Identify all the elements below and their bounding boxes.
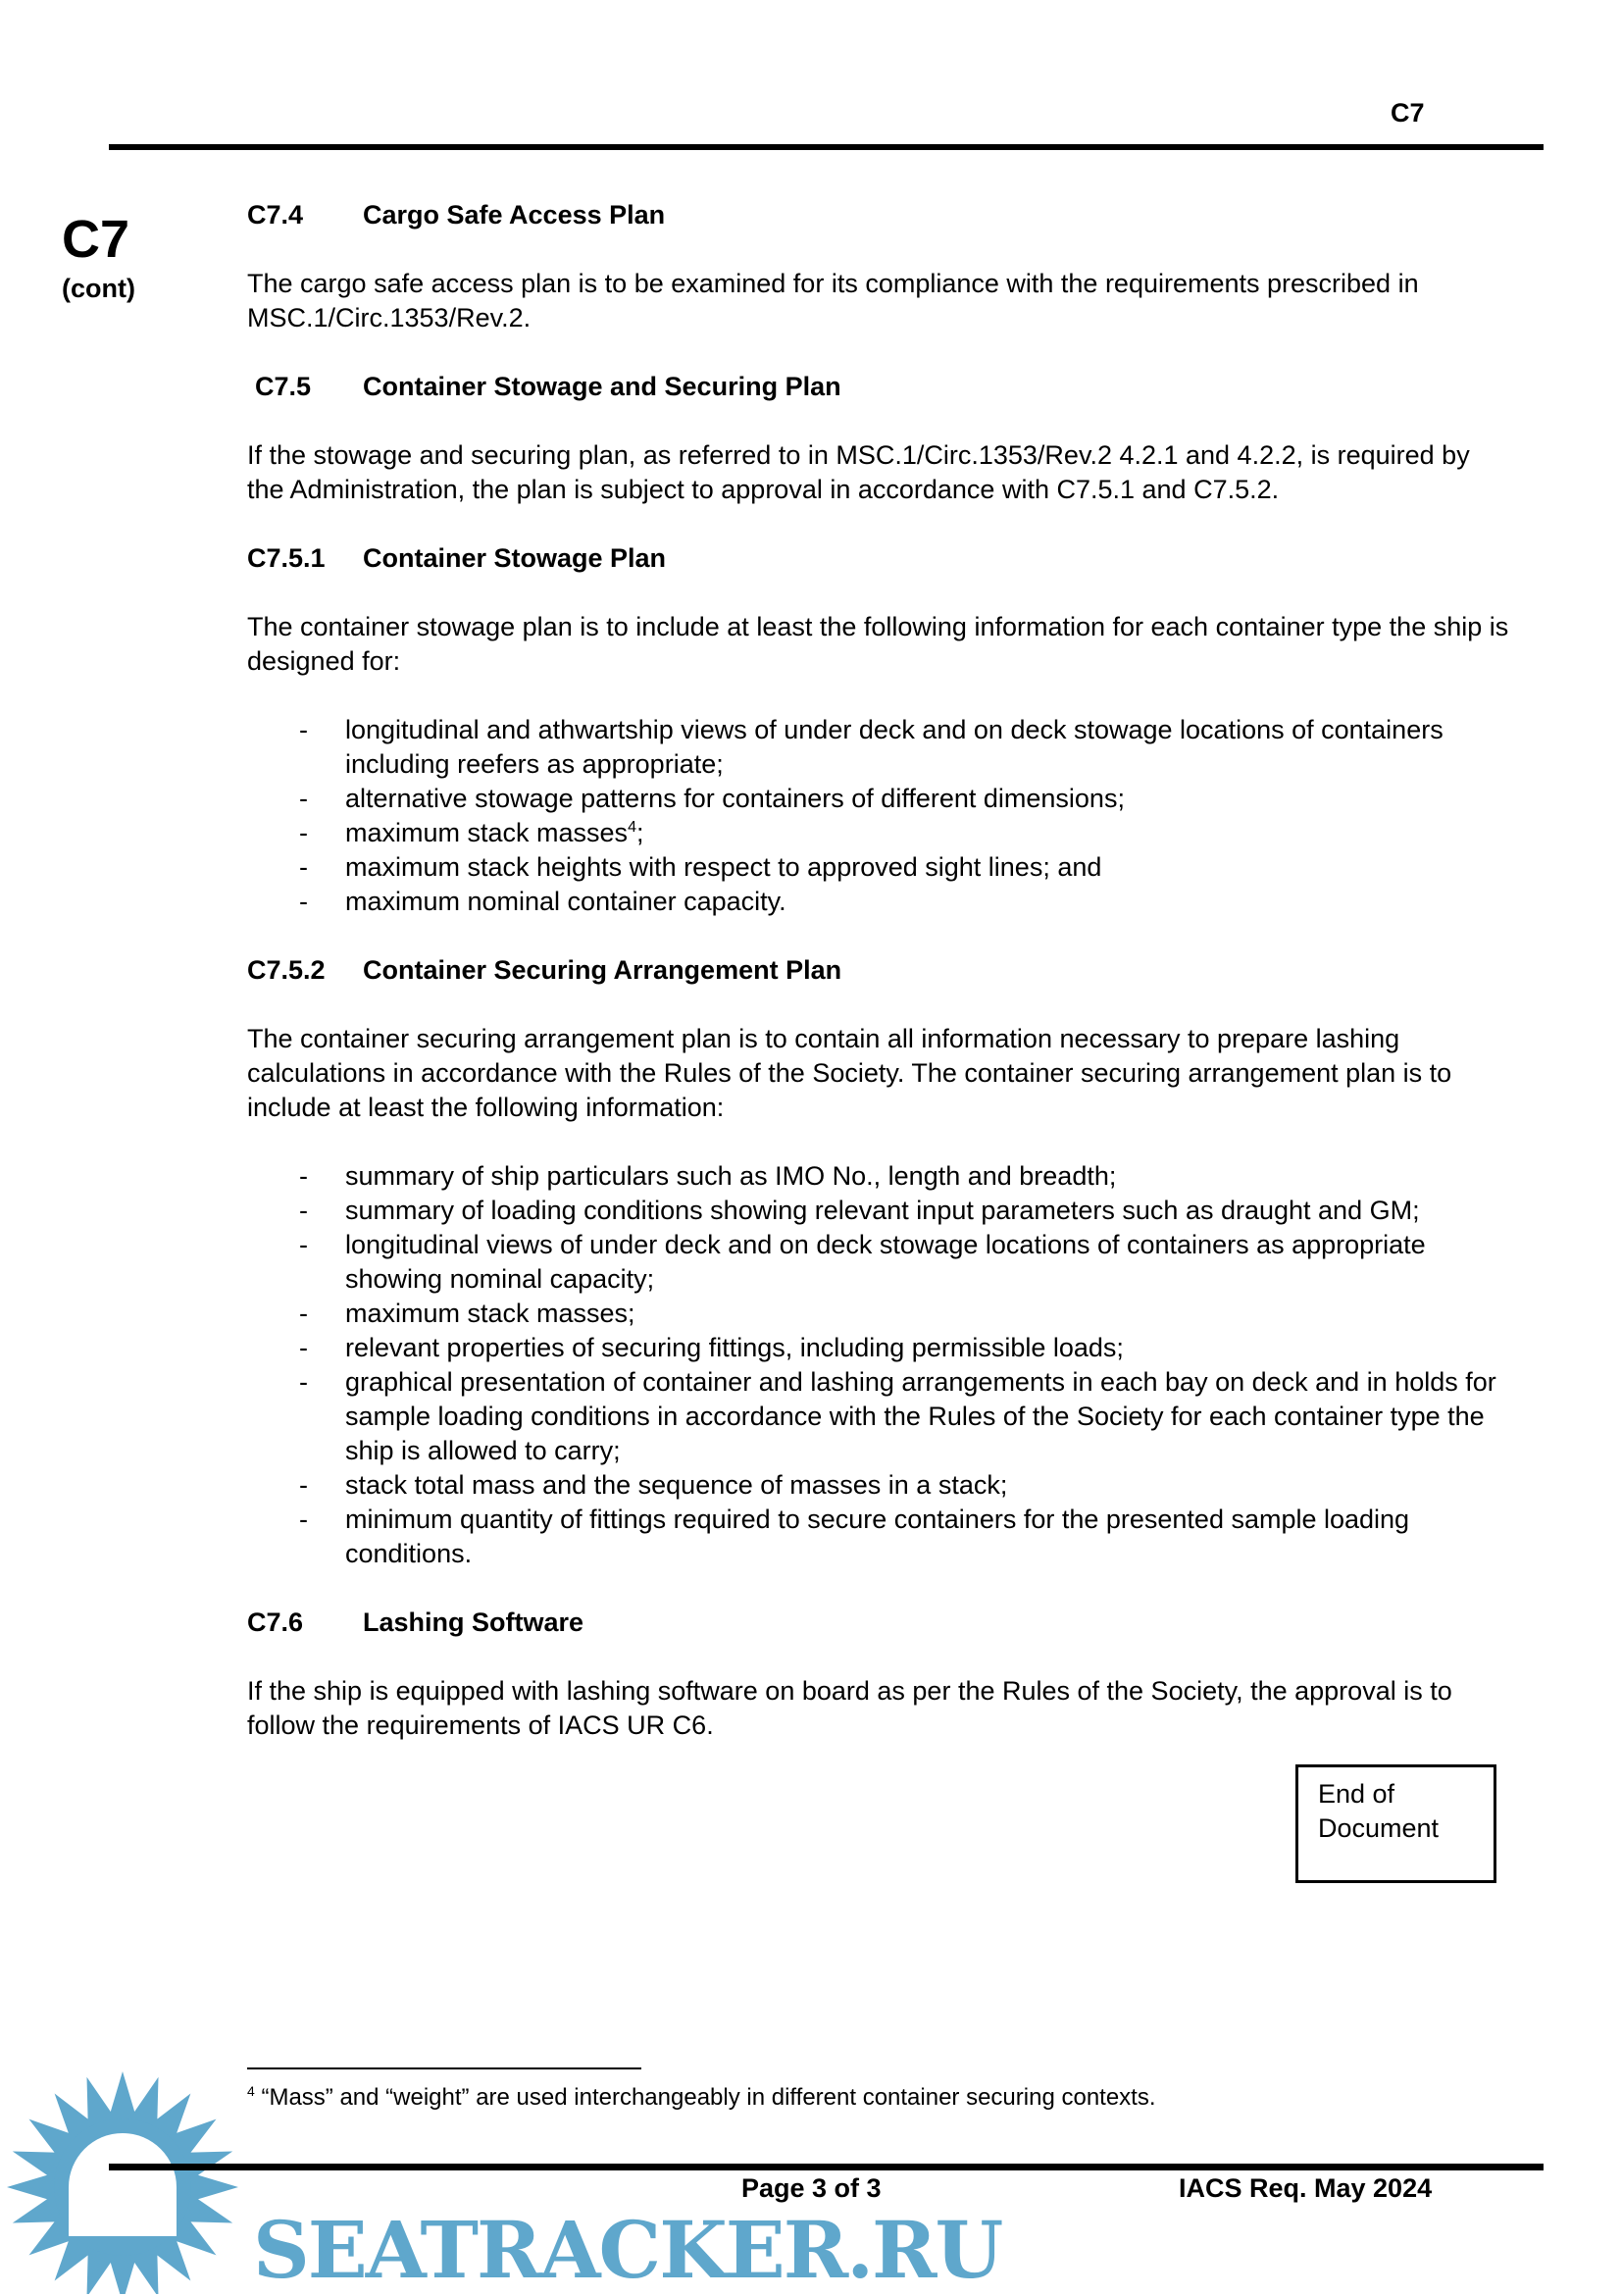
bullet-dash: -: [299, 784, 308, 813]
list-item-text: maximum stack masses;: [345, 1299, 635, 1328]
main-content: [247, 198, 1512, 1883]
list-item: [247, 1503, 1512, 1571]
list-item-text: stack total mass and the sequence of masses in a stack;: [345, 1470, 1008, 1500]
para-c7-5: If the stowage and securing plan, as referred to in MSC.1/Circ.1353/Rev.2 4.2.1 and 4.2.2, is required by the Administration, the plan is subject to approval in accordance with C7.5.1 and C7.5.2.: [247, 440, 1470, 504]
bullet-dash: -: [299, 1333, 308, 1362]
bullet-dash: -: [299, 1299, 308, 1328]
sun-logo-icon: [0, 2069, 245, 2294]
section-number: C7.6: [247, 1607, 304, 1637]
list-item: [247, 1468, 1512, 1503]
list-item-text: relevant properties of securing fittings, including permissible loads;: [345, 1333, 1124, 1362]
section-title: Container Securing Arrangement Plan: [363, 955, 842, 985]
heading-c7-6: [247, 1606, 1512, 1640]
footnote-text: “Mass” and “weight” are used interchangeably in different container securing contexts.: [261, 2084, 1156, 2111]
list-item-text: maximum stack heights with respect to approved sight lines; and: [345, 852, 1102, 882]
para-c7-4: The cargo safe access plan is to be examined for its compliance with the requirements prescribed in MSC.1/Circ.1353/Rev.2.: [247, 269, 1419, 332]
list-item: [247, 1365, 1512, 1468]
list-c7-5-2: [247, 1159, 1512, 1571]
section-number: C7.4: [247, 200, 304, 230]
list-item-text: graphical presentation of container and lashing arrangements in each bay on deck and in holds for sample loading conditions in accordance with the Rules of the Society for each container type the ship is allowed to carry;: [345, 1367, 1496, 1465]
bullet-dash: -: [299, 1367, 308, 1397]
footnote: [247, 2083, 1156, 2113]
section-title: Container Stowage Plan: [363, 543, 667, 573]
bullet-dash: -: [299, 1470, 308, 1500]
list-item: [247, 782, 1512, 816]
bullet-dash: -: [299, 1196, 308, 1225]
list-item: [247, 713, 1512, 782]
footnote-rule: [247, 2067, 641, 2069]
para-c7-6: If the ship is equipped with lashing software on board as per the Rules of the Society, the approval is to follow the requirements of IACS UR C6.: [247, 1676, 1452, 1740]
list-item: [247, 885, 1512, 919]
bullet-dash: -: [299, 715, 308, 744]
bullet-dash: -: [299, 852, 308, 882]
footer-page: Page 3 of 3: [741, 2173, 882, 2203]
list-item: [247, 1159, 1512, 1194]
list-item-text: maximum nominal container capacity.: [345, 887, 786, 916]
list-item-text: maximum stack masses: [345, 818, 629, 847]
list-item-text: summary of loading conditions showing relevant input parameters such as draught and GM;: [345, 1196, 1420, 1225]
bullet-dash: -: [299, 887, 308, 916]
header-code: C7: [1391, 98, 1425, 128]
footnote-ref: 4: [628, 819, 636, 836]
watermark: SEATRACKER.RU: [253, 2204, 1002, 2296]
list-item-text: longitudinal and athwartship views of under deck and on deck stowage locations of containers including reefers as appropriate;: [345, 715, 1444, 779]
footer-rule: [109, 2164, 1544, 2170]
side-code: C7: [62, 210, 130, 269]
heading-c7-5-2: [247, 953, 1512, 988]
list-item: [247, 850, 1512, 885]
footer-doc: IACS Req. May 2024: [1179, 2173, 1433, 2203]
heading-c7-5-1: [247, 541, 1512, 576]
bullet-dash: -: [299, 1161, 308, 1191]
footnote-number: 4: [247, 2083, 255, 2099]
end-of-document-box: End of Document: [1295, 1764, 1496, 1883]
section-number: C7.5: [255, 372, 312, 401]
list-item-text: summary of ship particulars such as IMO No., length and breadth;: [345, 1161, 1117, 1191]
list-item: [247, 1194, 1512, 1228]
list-item-tail: ;: [635, 818, 644, 847]
list-item: [247, 1228, 1512, 1297]
section-title: Cargo Safe Access Plan: [363, 200, 666, 230]
section-number: C7.5.1: [247, 543, 326, 573]
heading-c7-5: [247, 370, 1512, 404]
bullet-dash: -: [299, 1230, 308, 1259]
list-item-text: longitudinal views of under deck and on deck stowage locations of containers as appropriate showing nominal capacity;: [345, 1230, 1426, 1294]
heading-c7-4: [247, 198, 1512, 232]
bullet-dash: -: [299, 1505, 308, 1534]
list-c7-5-1: [247, 713, 1512, 919]
section-title: Lashing Software: [363, 1607, 584, 1637]
side-cont: (cont): [62, 274, 135, 303]
section-number: C7.5.2: [247, 955, 326, 985]
list-item: [247, 816, 1512, 850]
list-item: [247, 1297, 1512, 1331]
section-title: Container Stowage and Securing Plan: [363, 372, 841, 401]
list-item-text: minimum quantity of fittings required to secure containers for the presented sample loading conditions.: [345, 1505, 1410, 1568]
list-item: [247, 1331, 1512, 1365]
list-item-text: alternative stowage patterns for containers of different dimensions;: [345, 784, 1125, 813]
header-rule: [109, 144, 1544, 150]
para-c7-5-1: The container stowage plan is to include at least the following information for each container type the ship is designed for:: [247, 612, 1509, 676]
bullet-dash: -: [299, 818, 308, 847]
para-c7-5-2: The container securing arrangement plan is to contain all information necessary to prepare lashing calculations in accordance with the Rules of the Society. The container securing arrangement plan is to include at least the following information:: [247, 1024, 1452, 1122]
